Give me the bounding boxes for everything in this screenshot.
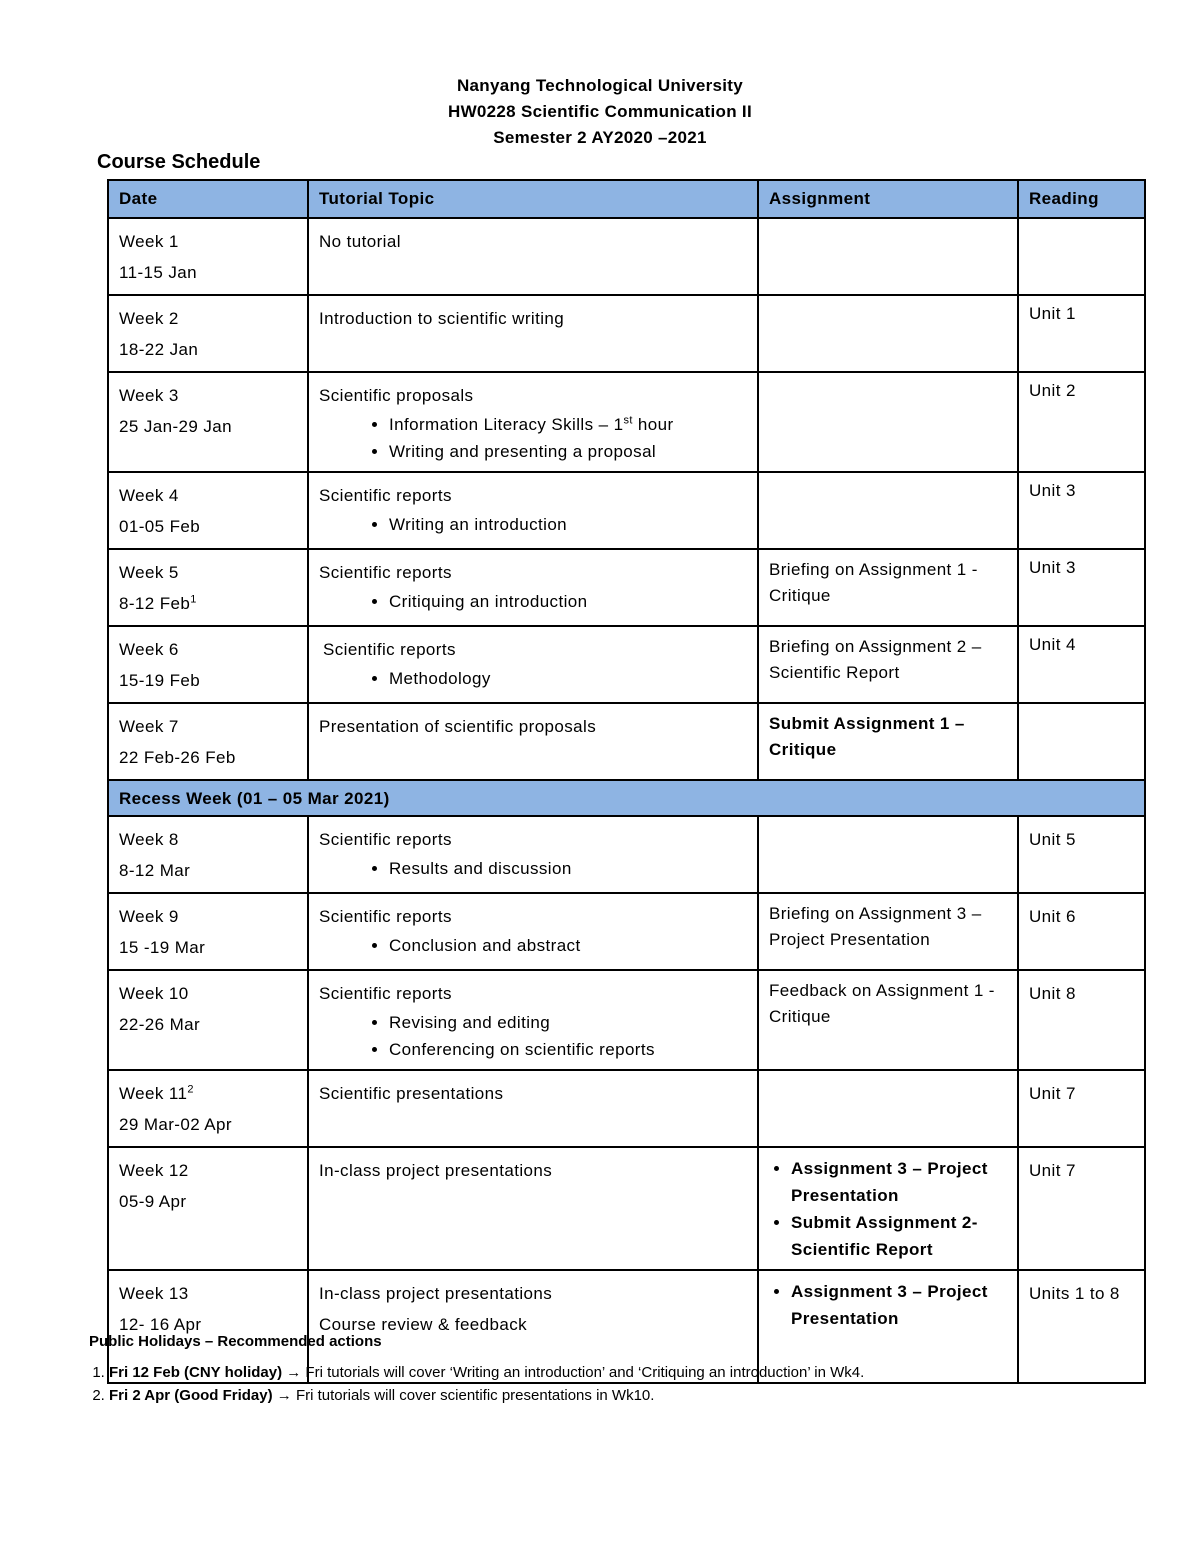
topic-bullets [319,588,747,615]
topic-bullet: • Critiquing an introduction [389,588,747,615]
topic-bullets [319,1009,747,1063]
topic-text: Introduction to scientific writing [319,309,565,328]
assignment-cell [758,816,1018,893]
date-cell [108,703,308,780]
date-cell [108,372,308,472]
week-label: Week 9 [119,907,179,926]
table-row [108,703,1145,780]
reading-text: Unit 8 [1029,984,1076,1003]
reading-cell [1018,218,1145,295]
assignment-cell: Submit Assignment 1 – Critique [758,703,1018,780]
topic-cell [308,472,758,549]
week-dates: 29 Mar-02 Apr [119,1115,232,1134]
topic-cell [308,626,758,703]
week-label: Week 2 [119,309,179,328]
week-label: Week 4 [119,486,179,505]
date-cell [108,626,308,703]
reading-text: Unit 7 [1029,1084,1076,1103]
topic-text: In-class project presentations [319,1161,553,1180]
topic-text: In-class project presentations [319,1284,553,1303]
reading-cell [1018,893,1145,970]
topic-cell [308,1070,758,1147]
topic-text: Scientific reports [319,907,452,926]
column-header-date: Date [108,180,308,218]
topic-cell [308,703,758,780]
week-dates: 12- 16 Apr [119,1315,202,1334]
reading-cell [1018,372,1145,472]
assignment-cell [758,295,1018,372]
week-dates: 01-05 Feb [119,517,201,536]
week-dates: 18-22 Jan [119,340,199,359]
reading-text: Unit 6 [1029,907,1076,926]
table-row [108,472,1145,549]
assignment-bullet: • Assignment 3 – Project Presentation [791,1155,1007,1209]
table-row [108,893,1145,970]
topic-bullet: • Conferencing on scientific reports [389,1036,747,1063]
topic-text: No tutorial [319,232,401,251]
date-cell [108,472,308,549]
topic-cell [308,218,758,295]
topic-text: Course review & feedback [319,1315,528,1334]
week-label: Week 5 [119,563,179,582]
week-label: Week 10 [119,984,189,1003]
assignment-bullets [769,1155,1007,1263]
table-row [108,372,1145,472]
topic-text: Scientific presentations [319,1084,504,1103]
week-dates: 8-12 Mar [119,861,191,880]
date-cell [108,1147,308,1270]
date-cell [108,816,308,893]
assignment-bullet: • Assignment 3 – Project Presentation [791,1278,1007,1332]
assignment-cell [758,218,1018,295]
assignment-cell [758,1147,1018,1270]
week-dates: 11-15 Jan [119,263,197,282]
week-label: Week 6 [119,640,179,659]
assignment-cell: Briefing on Assignment 3 – Project Presentation [758,893,1018,970]
week-dates: 15 -19 Mar [119,938,206,957]
reading-cell [1018,1270,1145,1383]
topic-bullet: • Revising and editing [389,1009,747,1036]
note-item: 1. Fri 12 Feb (CNY holiday) → Fri tutorials will cover ‘Writing an introduction’ and ‘Critiquing an introduction’ in Wk4. [109,1361,864,1384]
topic-bullet: • Results and discussion [389,855,747,882]
week-dates: 05-9 Apr [119,1192,187,1211]
table-row [108,218,1145,295]
week-label: Week $11^2$ [119,1083,194,1103]
date-cell [108,970,308,1070]
reading-text: Unit 3 [1029,558,1076,577]
table-row [108,970,1145,1070]
table-row [108,816,1145,893]
notes-list [89,1361,864,1407]
date-cell [108,1070,308,1147]
topic-text: Scientific reports [319,984,452,1003]
topic-text: Scientific reports [319,830,452,849]
date-cell [108,218,308,295]
date-cell [108,295,308,372]
reading-cell [1018,1070,1145,1147]
reading-text: Unit 1 [1029,304,1076,323]
table-row [108,295,1145,372]
week-label: Week 3 [119,386,179,405]
topic-bullets [323,665,747,692]
reading-cell [1018,703,1145,780]
notes-heading: Public Holidays – Recommended actions [89,1333,382,1350]
topic-bullet: • Information Literacy Skills – 1st hour [389,411,747,438]
assignment-bullet: • Submit Assignment 2- Scientific Report [791,1209,1007,1263]
topic-bullet: • Methodology [389,665,747,692]
reading-cell [1018,626,1145,703]
assignment-cell: Briefing on Assignment 2 – Scientific Report [758,626,1018,703]
week-dates: 15-19 Feb [119,671,201,690]
topic-bullet: • Writing and presenting a proposal [389,438,747,465]
week-dates: 8-12 Feb$^1$ [119,593,197,613]
date-cell [108,549,308,626]
topic-bullets [319,855,747,882]
table-row [108,1070,1145,1147]
topic-cell [308,970,758,1070]
university-name: Nanyang Technological University [456,76,744,95]
recess-row [108,780,1145,816]
reading-cell [1018,295,1145,372]
week-dates: 25 Jan-29 Jan [119,417,232,436]
topic-cell [308,816,758,893]
topic-text: Scientific reports [319,563,452,582]
assignment-cell [758,372,1018,472]
week-label: Week 13 [119,1284,189,1303]
reading-text: Units 1 to 8 [1029,1284,1120,1303]
reading-text: Unit 4 [1029,635,1076,654]
week-label: Week 8 [119,830,179,849]
table-row [108,626,1145,703]
reading-cell [1018,970,1145,1070]
date-cell [108,893,308,970]
assignment-cell [758,472,1018,549]
assignment-bullets [769,1278,1007,1332]
assignment-cell: Feedback on Assignment 1 - Critique [758,970,1018,1070]
topic-cell [308,372,758,472]
column-header-topic: Tutorial Topic [308,180,758,218]
table-row [108,1147,1145,1270]
topic-cell [308,893,758,970]
column-header-reading: Reading [1018,180,1145,218]
topic-bullet: • Writing an introduction [389,511,747,538]
course-schedule-table [107,179,1146,1384]
reading-cell [1018,816,1145,893]
note-item: 2. Fri 2 Apr (Good Friday) → Fri tutorials will cover scientific presentations in Wk10. [109,1384,864,1407]
assignment-cell [758,1070,1018,1147]
table-row [108,549,1145,626]
topic-text: Scientific proposals [319,386,474,405]
course-name: HW0228 Scientific Communication II [448,102,752,121]
week-label: Week 1 [119,232,179,251]
public-holidays-notes [89,1333,864,1407]
week-dates: 22-26 Mar [119,1015,201,1034]
topic-bullets [319,932,747,959]
topic-cell [308,549,758,626]
topic-text: Scientific reports [323,640,456,659]
week-dates: 22 Feb-26 Feb [119,748,236,767]
reading-text: Unit 2 [1029,381,1076,400]
reading-cell [1018,549,1145,626]
reading-text: Unit 3 [1029,481,1076,500]
reading-cell [1018,472,1145,549]
reading-text: Unit 5 [1029,830,1076,849]
table-header-row [108,180,1145,218]
topic-cell [308,295,758,372]
week-label: Week 7 [119,717,179,736]
topic-text: Presentation of scientific proposals [319,717,597,736]
topic-bullet: • Conclusion and abstract [389,932,747,959]
column-header-assignment: Assignment [758,180,1018,218]
topic-cell [308,1147,758,1270]
document-header [0,73,1200,151]
semester-label: Semester 2 AY2020 –2021 [493,128,707,147]
recess-label: Recess Week (01 – 05 Mar 2021) [108,780,1145,816]
assignment-cell: Briefing on Assignment 1 - Critique [758,549,1018,626]
topic-bullets [319,511,747,538]
topic-text: Scientific reports [319,486,452,505]
reading-text: Unit 7 [1029,1161,1076,1180]
reading-cell [1018,1147,1145,1270]
section-title: Course Schedule [97,151,261,173]
week-label: Week 12 [119,1161,189,1180]
topic-bullets [319,411,747,465]
